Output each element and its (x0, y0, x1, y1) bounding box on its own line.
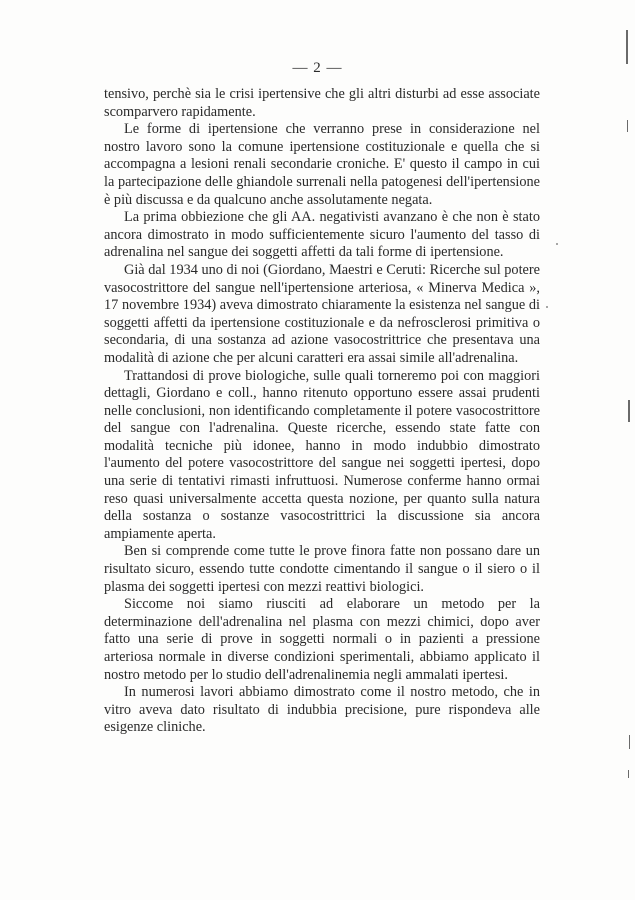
scan-speck (546, 306, 548, 308)
scan-edge-mark (626, 30, 628, 64)
paragraph: Ben si comprende come tutte le prove finora fatte non possano dare un risultato sicuro, essendo tutte condotte cimentando il sangue o il siero o il plasma dei soggetti ipertesi con mezzi reattivi biologici. (104, 543, 540, 595)
paragraph: Trattandosi di prove biologiche, sulle quali torneremo poi con maggiori dettagli, Giordano e coll., hanno ritenuto opportuno essere assai prudenti nelle conclusioni, non identificando completamente il potere vasocostrittore del sangue con l'adrenalina. Queste ricerche, essendo state fatte con modalità tecniche più idonee, hanno in modo indubbio dimostrato l'aumento del potere vasocostrittore del sangue nei soggetti ipertesi, dopo una serie di tentativi rimasti infruttuosi. Numerose conferme hanno ormai reso quasi universalmente accetta questa nozione, per quanto sulla natura della sostanza o sostanze vasocostrittrici la discussione sia ancora ampiamente aperta. (104, 367, 540, 542)
paragraph: In numerosi lavori abbiamo dimostrato come il nostro metodo, che in vitro aveva dato risultato di indubbia precisione, pure rispondeva alle esigenze cliniche. (104, 684, 540, 736)
body-text (104, 86, 540, 737)
page-number: — 2 — (292, 60, 343, 76)
scan-edge-mark (629, 735, 630, 749)
paragraph: Siccome noi siamo riusciti ad elaborare un metodo per la determinazione dell'adrenalina nel plasma con mezzi chimici, dopo aver fatto una serie di prove in soggetti normali o in pazienti a pressione arteriosa normale in diverse condizioni sperimentali, abbiamo applicato il nostro metodo per lo studio dell'adrenalinemia negli ammalati ipertesi. (104, 596, 540, 683)
paragraph: Già dal 1934 uno di noi (Giordano, Maestri e Ceruti: Ricerche sul potere vasocostrittore del sangue nell'ipertensione arteriosa, « Minerva Medica », 17 novembre 1934) aveva dimostrato chiaramente la esistenza nel sangue di soggetti affetti da ipertensione costituzionale e da nefrosclerosi primitiva o secondaria, di una sostanza ad azione vasocostrittrice che presentava una modalità di azione che per alcuni caratteri era assai simile all'adrenalina. (104, 261, 540, 366)
scan-edge-mark (628, 400, 630, 422)
paragraph-continuation: tensivo, perchè sia le crisi ipertensive che gli altri disturbi ad esse associate scomparvero rapidamente. (104, 86, 540, 120)
scan-edge-mark (628, 770, 629, 778)
paragraph: La prima obbiezione che gli AA. negativisti avanzano è che non è stato ancora dimostrato in modo sufficientemente sicuro l'aumento del tasso di adrenalina nel sangue dei soggetti affetti da tali forme di ipertensione. (104, 209, 540, 261)
paragraph: Le forme di ipertensione che verranno prese in considerazione nel nostro lavoro sono la comune ipertensione costituzionale e quella che si accompagna a lesioni renali secondarie croniche. E' questo il campo in cui la partecipazione delle ghiandole surrenali nella patogenesi dell'ipertensione è più discussa e da qualcuno anche assolutamente negata. (104, 121, 540, 208)
scan-speck (556, 243, 558, 245)
scan-edge-mark (627, 120, 628, 132)
